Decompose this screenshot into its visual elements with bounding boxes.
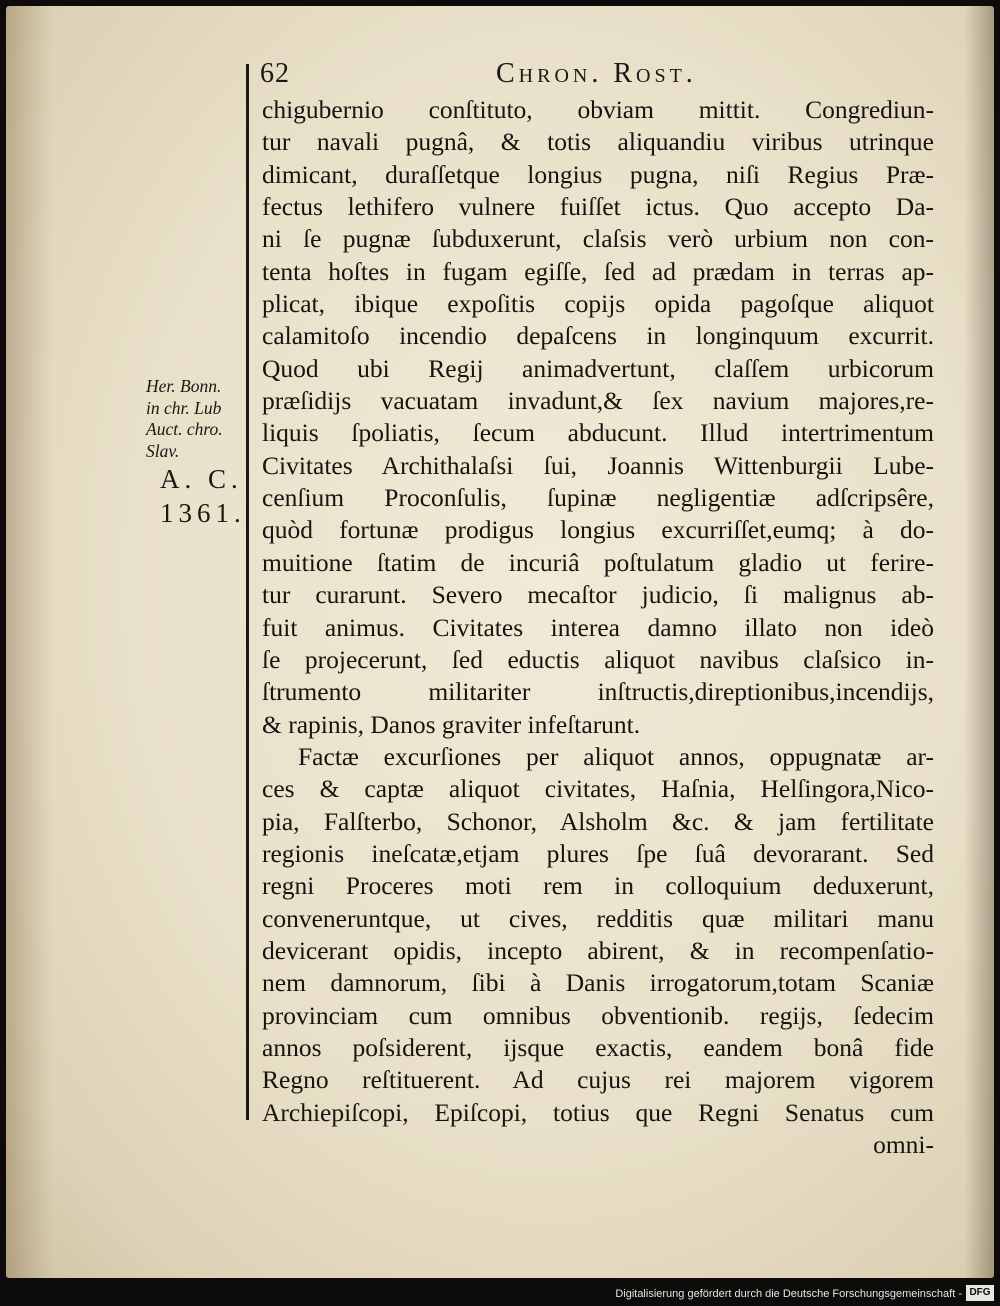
text-line: annos poſsiderent, ijsque exactis, eandem bonâ fide (262, 1032, 934, 1062)
body-text (262, 94, 934, 1161)
text-line: muitione ſtatim de incuriâ poſtulatum gladio ut ferire- (262, 547, 934, 577)
text-line: fectus lethifero vulnere fuiſſet ictus. Quo accepto Da- (262, 192, 934, 222)
text-line: plicat, ibique expoſitis copijs opida pagoſque aliquot (262, 289, 934, 319)
text-line: conveneruntque, ut cives, redditis quæ militari manu (262, 903, 934, 933)
text-line: ſe projecerunt, ſed eductis aliquot navibus claſsico in- (262, 644, 934, 674)
text-line: fuit animus. Civitates interea damno illato non ideò (262, 612, 934, 642)
text-line: præſidijs vacuatam invadunt,& ſex navium majores,re- (262, 386, 934, 416)
text-line: & rapinis, Danos graviter infeſtarunt. (262, 709, 641, 739)
text-line: Archiepiſcopi, Epiſcopi, totius que Regni Senatus cum (262, 1097, 934, 1127)
margin-source-line: Slav. (146, 440, 180, 461)
text-line: Factæ excurſiones per aliquot annos, oppugnatæ ar- (298, 741, 934, 771)
book-page (6, 6, 994, 1278)
text-line: dimicant, duraſſetque longius pugna, niſi Regius Præ- (262, 159, 934, 189)
margin-source-line: Her. Bonn. (146, 376, 222, 396)
text-line: regionis ineſcatæ,etjam plures ſpe ſuâ devorarant. Sed (262, 838, 934, 868)
text-line: ces & captæ aliquot civitates, Haſnia, Helſingora,Nico- (262, 774, 934, 804)
text-line: Quod ubi Regij animadvertunt, claſſem urbicorum (262, 353, 934, 383)
page-number: 62 (260, 58, 290, 89)
text-line: calamitoſo incendio depaſcens in longinquum excurrit. (262, 321, 934, 351)
margin-notes (146, 376, 246, 530)
text-line: Regno reſtituerent. Ad cujus rei majorem vigorem (262, 1065, 934, 1095)
running-title: Chron. Rost. (496, 58, 697, 89)
text-line: quòd fortunæ prodigus longius excurriſſet,eumq; à do- (262, 515, 934, 545)
text-line: omni- (873, 1130, 934, 1159)
margin-source-line: Auct. chro. (146, 419, 223, 439)
text-line: tenta hoſtes in fugam egiſſe, ſed ad prædam in terras ap- (262, 256, 934, 286)
text-line: pia, Falſterbo, Schonor, Alsholm &c. & jam fertilitate (262, 806, 934, 836)
margin-source-line: in chr. Lub (146, 397, 222, 418)
text-line: nem damnorum, ſibi à Danis irrogatorum,totam Scaniæ (262, 968, 934, 998)
margin-rule (246, 64, 249, 1120)
text-line: Civitates Archithalaſsi ſui, Joannis Wittenburgii Lube- (262, 450, 934, 480)
text-line: ni ſe pugnæ ſubduxerunt, claſsis verò urbium non con- (262, 224, 934, 254)
margin-year-label: A. C. (160, 464, 243, 494)
text-line: liquis ſpoliatis, ſecum abducunt. Illud intertrimentum (262, 418, 934, 448)
margin-year: 1361. (160, 498, 246, 528)
text-line: chigubernio conſtituto, obviam mittit. Congrediun- (262, 95, 934, 124)
text-line: ſtrumento militariter inſtructis,direptionibus,incendijs, (262, 677, 934, 707)
text-line: regni Proceres moti rem in colloquium deduxerunt, (262, 871, 934, 901)
text-line: tur navali pugnâ, & totis aliquandiu viribus utrinque (262, 127, 934, 157)
footer-credit: Digitalisierung gefördert durch die Deutsche Forschungsgemeinschaft - (615, 1288, 962, 1300)
text-line: cenſium Proconſulis, ſupinæ negligentiæ adſcripsêre, (262, 483, 934, 513)
dfg-logo: DFG (966, 1285, 994, 1301)
text-line: tur curarunt. Severo mecaſtor judicio, ſi malignus ab- (262, 580, 934, 610)
text-line: provinciam cum omnibus obventionib. regijs, ſedecim (262, 1000, 934, 1030)
text-line: devicerant opidis, incepto abirent, & in recompenſatio- (262, 935, 934, 965)
